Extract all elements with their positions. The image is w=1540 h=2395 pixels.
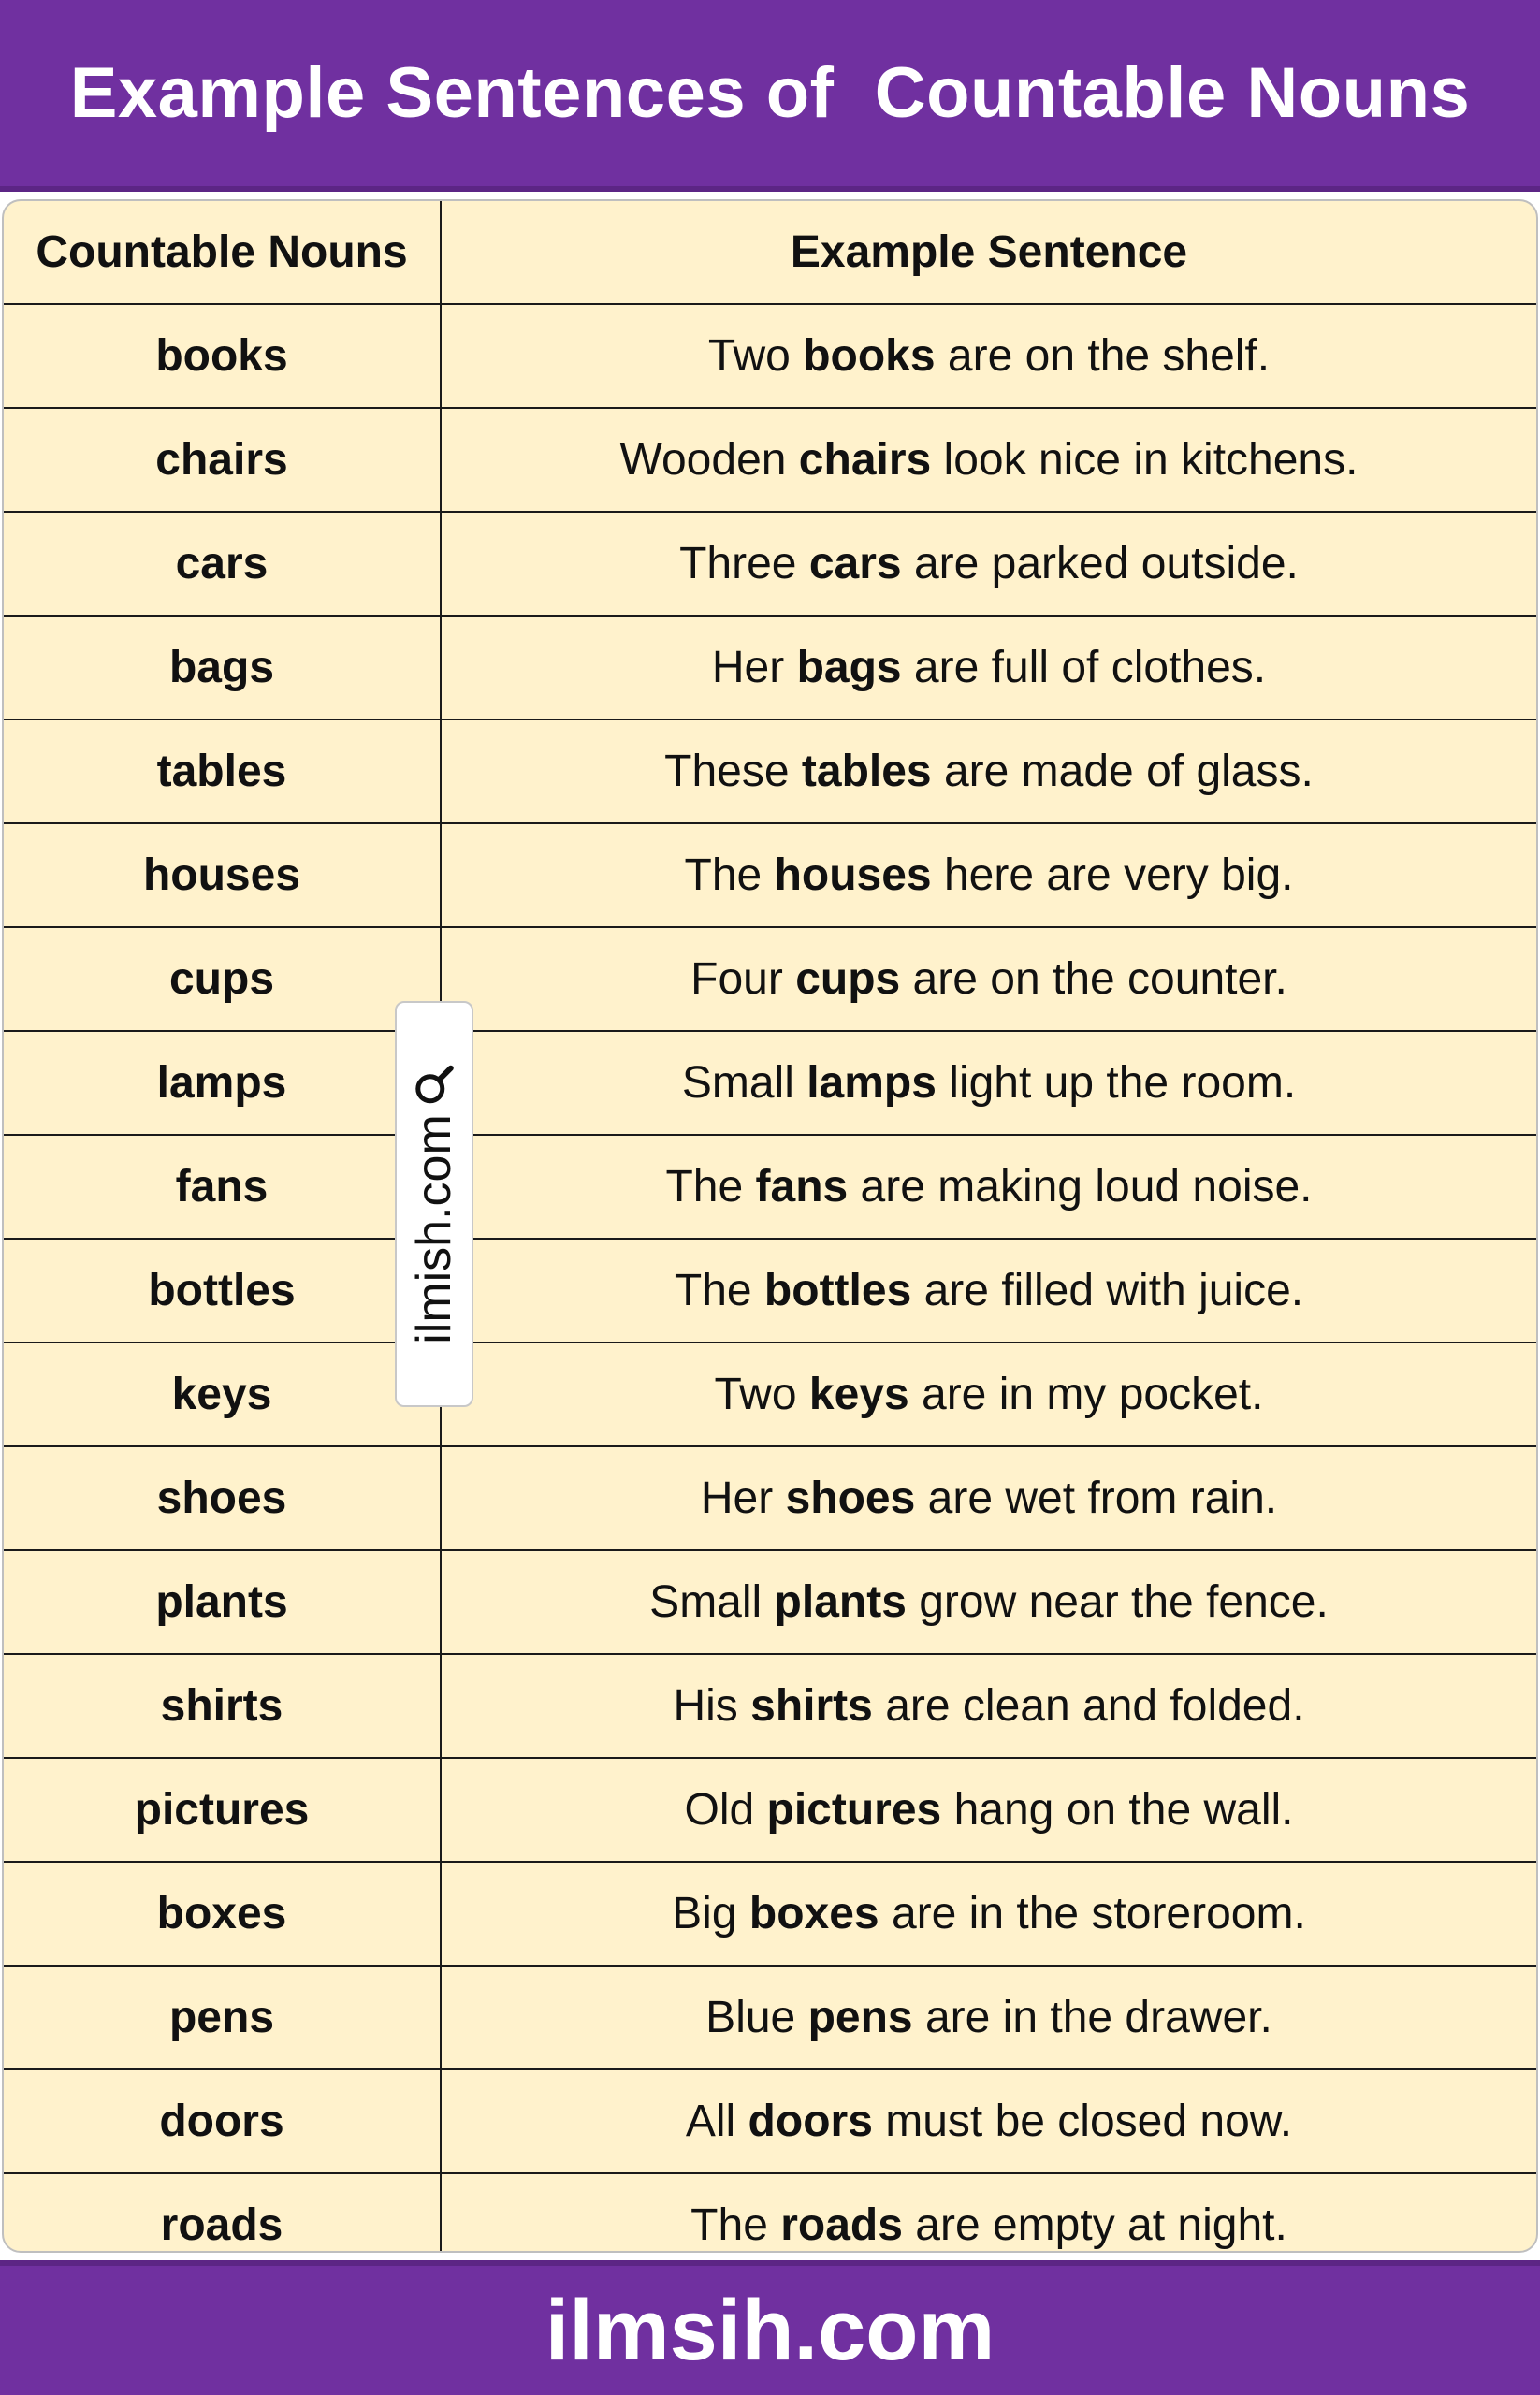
sentence-noun-highlight: shirts <box>750 1681 873 1731</box>
sentence-suffix: are made of glass. <box>931 747 1314 796</box>
watermark-badge <box>395 1001 473 1407</box>
sentence-cell <box>441 304 1536 408</box>
nouns-table <box>4 201 1536 2253</box>
table-row <box>4 616 1536 719</box>
sentence-prefix: The <box>690 2200 781 2250</box>
sentence-suffix: are full of clothes. <box>901 643 1267 692</box>
sentence-prefix: Her <box>711 643 797 692</box>
sentence-cell <box>441 2173 1536 2253</box>
sentence-suffix: are wet from rain. <box>915 1473 1278 1523</box>
sentence-cell <box>441 616 1536 719</box>
noun-cell: pens <box>4 1966 441 2069</box>
table-row <box>4 1135 1536 1239</box>
footer-site-name: ilmsih.com <box>545 2282 995 2378</box>
sentence-suffix: are on the counter. <box>900 954 1287 1004</box>
sentence-prefix: Small <box>649 1577 775 1627</box>
noun-cell: shoes <box>4 1446 441 1550</box>
table-row <box>4 408 1536 512</box>
nouns-table-container <box>2 199 1538 2253</box>
sentence-suffix: are on the shelf. <box>935 331 1271 381</box>
sentence-cell <box>441 1654 1536 1758</box>
sentence-cell <box>441 2069 1536 2173</box>
sentence-noun-highlight: cars <box>808 539 902 588</box>
table-row <box>4 823 1536 927</box>
magnifier-icon <box>413 1064 456 1107</box>
sentence-noun-highlight: bags <box>796 643 902 692</box>
sentence-prefix: Big <box>672 1889 749 1938</box>
sentence-prefix: Two <box>714 1370 809 1419</box>
sentence-noun-highlight: fans <box>755 1162 849 1212</box>
sentence-suffix: are empty at night. <box>902 2200 1287 2250</box>
sentence-noun-highlight: chairs <box>798 435 932 485</box>
sentence-prefix: Old <box>684 1785 767 1835</box>
sentence-noun-highlight: pictures <box>766 1785 942 1835</box>
sentence-noun-highlight: pens <box>807 1993 913 2042</box>
noun-cell: roads <box>4 2173 441 2253</box>
noun-cell: lamps <box>4 1031 441 1135</box>
table-row <box>4 719 1536 823</box>
table-row <box>4 1654 1536 1758</box>
sentence-suffix: light up the room. <box>936 1058 1297 1108</box>
noun-cell: bags <box>4 616 441 719</box>
column-header-countable-nouns: Countable Nouns <box>4 201 441 304</box>
table-body <box>4 304 1536 2253</box>
sentence-cell <box>441 1031 1536 1135</box>
page-title: Example Sentences of Countable Nouns <box>69 53 1471 133</box>
sentence-suffix: are clean and folded. <box>872 1681 1305 1731</box>
table-header-row <box>4 201 1536 304</box>
sentence-noun-highlight: cups <box>795 954 901 1004</box>
sentence-suffix: grow near the fence. <box>906 1577 1329 1627</box>
table-row <box>4 1343 1536 1446</box>
table-row <box>4 512 1536 616</box>
sentence-cell <box>441 1446 1536 1550</box>
sentence-noun-highlight: houses <box>774 850 932 900</box>
noun-cell: keys <box>4 1343 441 1446</box>
sentence-suffix: are in the storeroom. <box>879 1889 1306 1938</box>
sentence-noun-highlight: books <box>803 331 936 381</box>
column-header-example-sentence: Example Sentence <box>441 201 1536 304</box>
sentence-noun-highlight: shoes <box>785 1473 916 1523</box>
sentence-suffix: are filled with juice. <box>911 1266 1304 1315</box>
sentence-suffix: are parked outside. <box>901 539 1299 588</box>
sentence-prefix: Two <box>707 331 804 381</box>
sentence-noun-highlight: tables <box>801 747 932 796</box>
sentence-prefix: Small <box>681 1058 807 1108</box>
sentence-noun-highlight: boxes <box>748 1889 879 1938</box>
sentence-prefix: The <box>665 1162 756 1212</box>
sentence-cell <box>441 823 1536 927</box>
noun-cell: fans <box>4 1135 441 1239</box>
sentence-cell <box>441 1239 1536 1343</box>
sentence-prefix: Four <box>690 954 796 1004</box>
sentence-cell <box>441 1550 1536 1654</box>
sentence-cell <box>441 1862 1536 1966</box>
noun-cell: plants <box>4 1550 441 1654</box>
sentence-prefix: Her <box>700 1473 786 1523</box>
sentence-noun-highlight: doors <box>748 2097 873 2146</box>
noun-cell: tables <box>4 719 441 823</box>
sentence-noun-highlight: plants <box>774 1577 907 1627</box>
noun-cell: shirts <box>4 1654 441 1758</box>
sentence-cell <box>441 512 1536 616</box>
sentence-cell <box>441 1135 1536 1239</box>
noun-cell: houses <box>4 823 441 927</box>
sentence-noun-highlight: lamps <box>806 1058 937 1108</box>
page-header <box>0 0 1540 192</box>
table-row <box>4 1239 1536 1343</box>
sentence-prefix: These <box>664 747 802 796</box>
sentence-suffix: are in my pocket. <box>908 1370 1264 1419</box>
table-row <box>4 1862 1536 1966</box>
noun-cell: chairs <box>4 408 441 512</box>
sentence-cell <box>441 1966 1536 2069</box>
table-row <box>4 1446 1536 1550</box>
sentence-noun-highlight: bottles <box>763 1266 912 1315</box>
table-row <box>4 2069 1536 2173</box>
sentence-prefix: Wooden <box>619 435 799 485</box>
watermark-text: ilmish.com <box>407 1114 462 1344</box>
noun-cell: cups <box>4 927 441 1031</box>
page-footer <box>0 2260 1540 2395</box>
sentence-suffix: here are very big. <box>931 850 1294 900</box>
sentence-suffix: must be closed now. <box>872 2097 1293 2146</box>
sentence-cell <box>441 719 1536 823</box>
noun-cell: boxes <box>4 1862 441 1966</box>
noun-cell: pictures <box>4 1758 441 1862</box>
sentence-suffix: are in the drawer. <box>912 1993 1272 2042</box>
noun-cell: books <box>4 304 441 408</box>
sentence-cell <box>441 408 1536 512</box>
table-row <box>4 1550 1536 1654</box>
sentence-cell <box>441 927 1536 1031</box>
sentence-prefix: The <box>684 850 775 900</box>
sentence-prefix: All <box>685 2097 748 2146</box>
noun-cell: doors <box>4 2069 441 2173</box>
sentence-prefix: The <box>674 1266 764 1315</box>
sentence-noun-highlight: keys <box>808 1370 909 1419</box>
sentence-suffix: look nice in kitchens. <box>931 435 1358 485</box>
noun-cell: cars <box>4 512 441 616</box>
table-row <box>4 1758 1536 1862</box>
sentence-suffix: are making loud noise. <box>848 1162 1313 1212</box>
noun-cell: bottles <box>4 1239 441 1343</box>
table-row <box>4 1966 1536 2069</box>
sentence-cell <box>441 1343 1536 1446</box>
table-row <box>4 304 1536 408</box>
sentence-prefix: Three <box>679 539 809 588</box>
table-row <box>4 2173 1536 2253</box>
sentence-cell <box>441 1758 1536 1862</box>
sentence-prefix: Blue <box>705 1993 808 2042</box>
table-row <box>4 927 1536 1031</box>
sentence-prefix: His <box>673 1681 751 1731</box>
sentence-suffix: hang on the wall. <box>941 1785 1294 1835</box>
table-row <box>4 1031 1536 1135</box>
sentence-noun-highlight: roads <box>780 2200 903 2250</box>
